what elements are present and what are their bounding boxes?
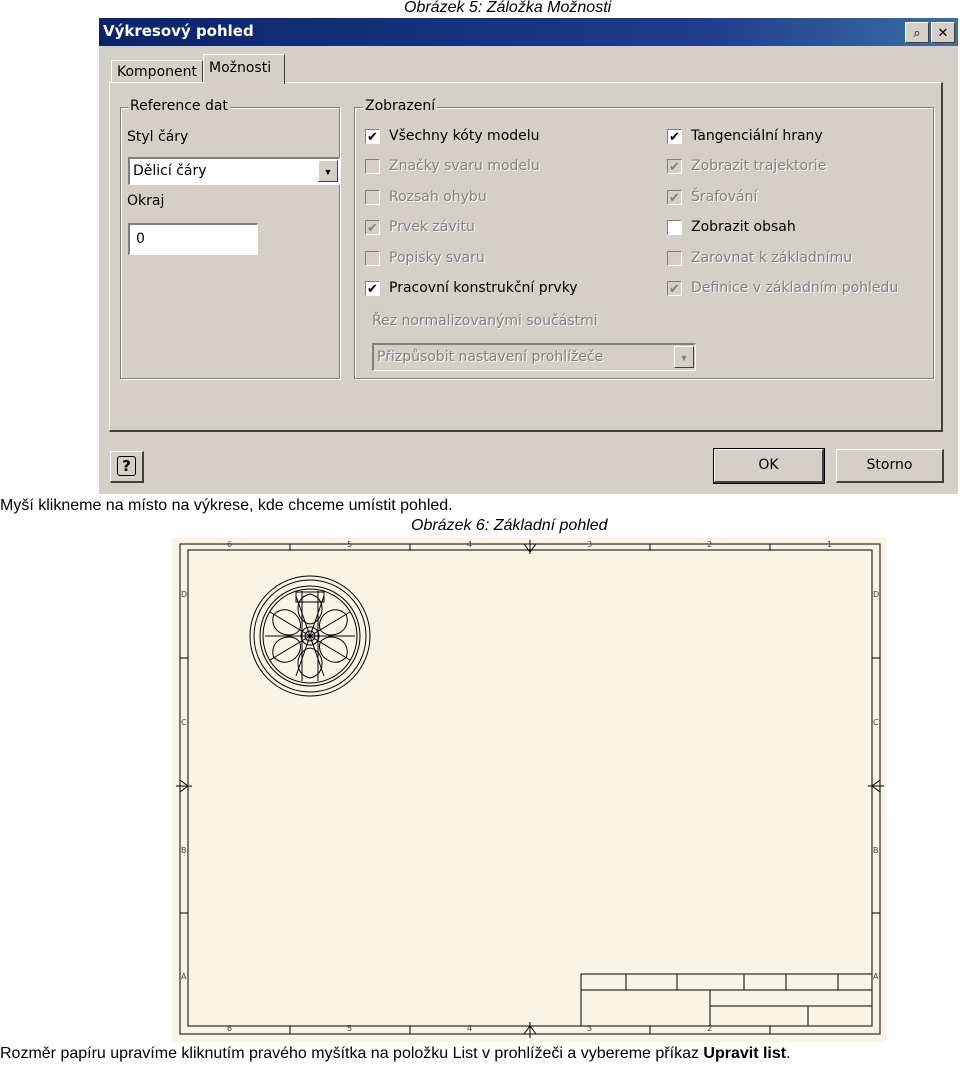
drawing-svg [172, 538, 886, 1042]
figure-5-caption: Obrázek 5: Záložka Možnosti [404, 0, 612, 16]
zone-label-top: 2 [707, 540, 713, 549]
display-group-label: Zobrazení [365, 98, 436, 114]
center-marks [176, 540, 884, 1038]
line-style-select[interactable] [128, 157, 340, 185]
zone-label-top: 3 [587, 540, 593, 549]
cb-label: Popisky svaru [389, 250, 485, 266]
line-style-value: Dělicí čáry [133, 163, 207, 179]
zone-label-left: A [181, 972, 187, 981]
zone-label-top: 4 [467, 540, 473, 549]
checkbox[interactable]: ✔ [365, 129, 380, 144]
zone-label-bottom: 4 [467, 1024, 473, 1033]
checkbox[interactable] [667, 220, 682, 235]
checkbox[interactable]: ✔ [667, 159, 682, 174]
tab-panel [109, 82, 943, 432]
zone-label-left: B [181, 846, 187, 855]
sheet-outer-border [180, 544, 880, 1034]
zone-label-top: 1 [827, 540, 833, 549]
zone-label-right: A [873, 972, 879, 981]
checkbox[interactable] [365, 251, 380, 266]
wheel-view [250, 576, 370, 696]
checkbox[interactable]: ✔ [365, 220, 380, 235]
zone-label-bottom: 3 [587, 1024, 593, 1033]
line-style-label: Styl čáry [127, 129, 189, 145]
title-block [581, 974, 872, 1026]
zone-ticks [180, 544, 880, 1034]
cb-label: Zobrazit obsah [691, 219, 796, 235]
reference-group-label: Reference dat [130, 98, 228, 114]
cb-label: Rozsah ohybu [389, 189, 487, 205]
zone-label-top: 5 [347, 540, 353, 549]
close-icon[interactable]: ✕ [931, 22, 955, 43]
tab-komponent[interactable]: Komponent [111, 60, 203, 83]
checkbox[interactable]: ✔ [667, 129, 682, 144]
zone-label-left: D [181, 590, 188, 599]
cb-label: Zobrazit trajektorie [691, 158, 827, 174]
instruction-text-2-main: Rozměr papíru upravíme kliknutím pravého myšítka na položku List v prohlížeči a vybereme příkaz [0, 1045, 704, 1062]
zone-label-left: C [181, 718, 187, 727]
cancel-button[interactable]: Storno [836, 449, 944, 483]
command-name: Upravit list [703, 1045, 787, 1062]
checkbox[interactable]: ✔ [365, 281, 380, 296]
cb-label: Všechny kóty modelu [389, 128, 540, 144]
display-group [354, 107, 934, 379]
margin-label: Okraj [127, 193, 165, 209]
zone-label-bottom: 6 [227, 1024, 233, 1033]
checkbox[interactable] [667, 251, 682, 266]
cb-label: Pracovní konstrukční prvky [389, 280, 578, 296]
zone-label-right: C [873, 718, 879, 727]
cb-label: Šrafování [691, 189, 758, 205]
instruction-text-1: Myší klikneme na místo na výkrese, kde chceme umístit pohled. [0, 497, 453, 514]
section-value: Přizpůsobit nastavení prohlížeče [377, 349, 604, 365]
drawing-view-dialog [99, 18, 958, 494]
drawing-sheet[interactable] [172, 538, 886, 1042]
checkbox[interactable] [365, 190, 380, 205]
cb-label: Zarovnat k základnímu [691, 250, 853, 266]
section-select[interactable] [372, 343, 696, 371]
section-label: Řez normalizovanými součástmi [372, 313, 598, 329]
instruction-text-2 [0, 1045, 791, 1063]
instruction-text-2-end: . [786, 1045, 791, 1062]
zone-label-right: B [873, 846, 879, 855]
cb-label: Značky svaru modelu [389, 158, 540, 174]
tab-moznosti[interactable]: Možnosti [203, 54, 285, 84]
checkbox[interactable] [365, 159, 380, 174]
zone-label-bottom: 5 [347, 1024, 353, 1033]
chevron-down-icon[interactable]: ▼ [318, 160, 338, 182]
cb-label: Definice v základním pohledu [691, 280, 899, 296]
checkbox[interactable]: ✔ [667, 190, 682, 205]
cb-label: Tangenciální hrany [691, 128, 823, 144]
checkbox[interactable]: ✔ [667, 281, 682, 296]
help-icon: ? [117, 456, 136, 476]
dialog-title-bar[interactable] [99, 18, 958, 46]
sheet-inner-border [188, 550, 872, 1026]
ok-button[interactable]: OK [714, 449, 824, 483]
margin-input[interactable] [128, 223, 258, 255]
chevron-down-icon[interactable]: ▼ [674, 346, 694, 368]
margin-value: 0 [136, 231, 145, 247]
pin-icon[interactable]: ⌕ [905, 22, 929, 43]
zone-label-bottom: 2 [707, 1024, 713, 1033]
zone-label-top: 6 [227, 540, 233, 549]
figure-6-caption: Obrázek 6: Základní pohled [411, 517, 608, 534]
zone-label-right: D [873, 590, 880, 599]
help-button[interactable] [110, 451, 144, 483]
cb-label: Prvek závitu [389, 219, 475, 235]
dialog-title: Výkresový pohled [103, 22, 254, 40]
